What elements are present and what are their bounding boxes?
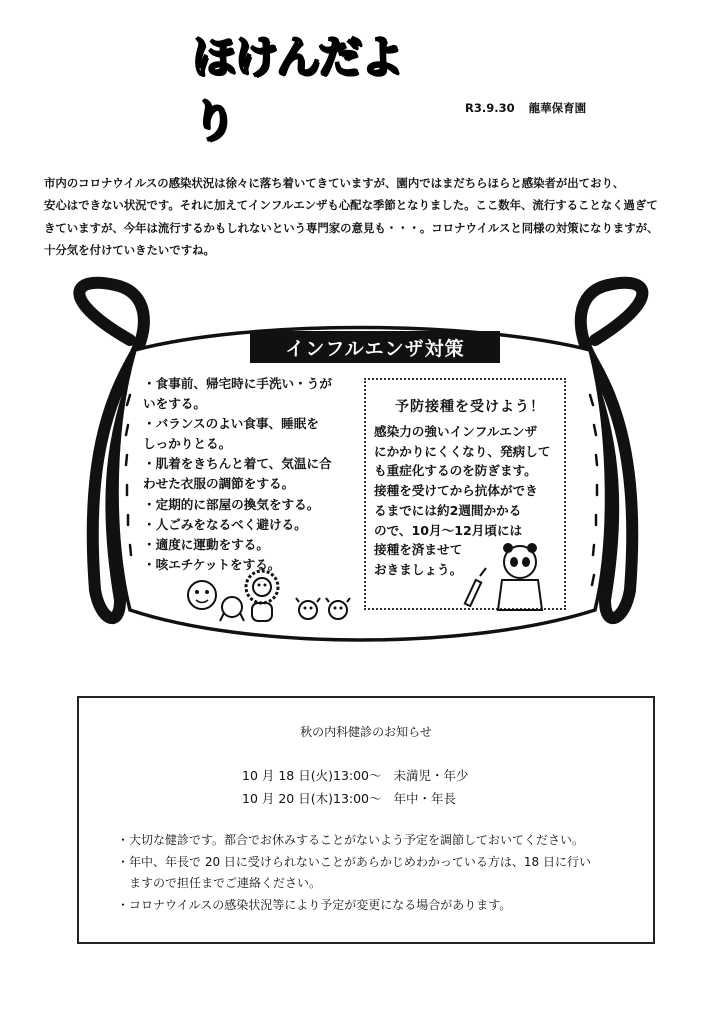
- list-item: ・適度に運動をする。: [143, 536, 269, 552]
- flu-countermeasures-banner: インフルエンザ対策: [250, 331, 500, 363]
- animal-characters-illustration: [180, 565, 300, 625]
- list-item: ・人ごみをなるべく避ける。: [143, 516, 307, 532]
- schedule-row: [242, 789, 456, 807]
- list-item: ・年中、年長で 20 日に受けられないことがあらかじめわかっている方は、18 日に行い ますので担任までご連絡ください。: [117, 854, 591, 890]
- schedule-date: 10 月 20 日(木)13:00～: [242, 791, 382, 806]
- schedule-row: [242, 766, 469, 784]
- list-item: ・大切な健診です。都合でお休みすることがないよう予定を調節しておいてください。: [117, 833, 585, 847]
- vaccination-body: 感染力の強いインフルエンザ にかかりにくくなり、発病して も重症化するのを防ぎます。 接種を受けてから抗体ができ るまでには約2週間かかる ので、10月～12月頃には 接種を済ませて おきましょう。: [374, 424, 551, 577]
- panda-doctor-illustration: [462, 540, 546, 612]
- list-item: ・コロナウイルスの感染状況等により予定が変更になる場合があります。: [117, 897, 512, 912]
- vaccination-title: 予防接種を受けよう！: [395, 399, 545, 415]
- list-item: ・咳エチケットをする。: [143, 556, 281, 572]
- intro-paragraph: 市内のコロナウイルスの感染状況は徐々に落ち着いてきていますが、園内ではまだちらほらと感染者が出ており、 安心はできない状況です。それに加えてインフルエンザも心配な季節となりました。ここ数年、流行することなく過ぎて きていますが、今年は流行するかもしれないという専門家の意見も・・・。コロナウイルスと同様の対策になりますが、 十分気を付けていきたいですね。: [44, 176, 659, 257]
- schedule-groups: 年中・年長: [393, 791, 457, 806]
- newsletter-title: ほけんだより: [192, 32, 402, 147]
- list-item: ・バランスのよい食事、睡眠を しっかりとる。: [143, 416, 319, 452]
- checkup-notice-box: [77, 696, 655, 944]
- schedule-groups: 未満児・年少: [393, 768, 469, 783]
- schedule-date: 10 月 18 日(火)13:00～: [242, 768, 382, 783]
- school-name: 龍華保育園: [528, 101, 587, 115]
- notice-notes-list: [117, 830, 647, 916]
- list-item: ・定期的に部屋の換気をする。: [143, 496, 320, 512]
- notice-title: 秋の内科健診のお知らせ: [300, 725, 432, 739]
- issue-date: R3.9.30: [465, 101, 515, 115]
- list-item: ・肌着をきちんと着て、気温に合 わせた衣服の調節をする。: [143, 456, 332, 492]
- list-item: ・食事前、帰宅時に手洗い・うが いをする。: [143, 376, 332, 412]
- germ-characters-illustration: [292, 596, 354, 624]
- flu-tips-list: [143, 374, 358, 575]
